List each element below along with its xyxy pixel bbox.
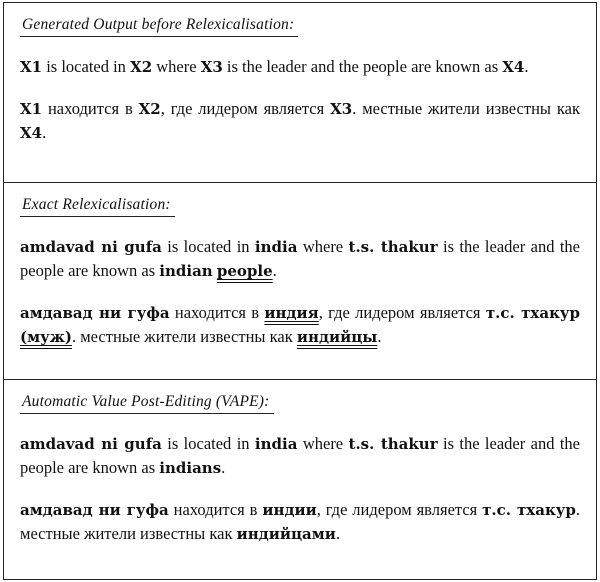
russian-sentence xyxy=(20,301,580,349)
section-vape xyxy=(4,379,596,579)
entity-value: t.s. thakur xyxy=(348,238,438,256)
sentence-text: . xyxy=(42,123,47,142)
entity-value: X1 xyxy=(20,58,43,76)
entity-value: индии xyxy=(262,501,317,519)
sentence-text: is the leader and the people are known as xyxy=(20,434,580,477)
sentence-text: находится в xyxy=(169,303,265,322)
entity-value: X4 xyxy=(502,58,525,76)
sentence-text: , где лидером является xyxy=(316,500,483,519)
entity-value: X2 xyxy=(130,58,153,76)
entity-value: t.s. thakur xyxy=(348,435,438,453)
entity-value: amdavad ni gufa xyxy=(20,238,162,256)
highlighted-value: (муж) xyxy=(20,328,72,346)
sentence-text: находится в xyxy=(42,99,139,118)
sentence-text: . местные жители известны как xyxy=(20,500,580,543)
entity-value: india xyxy=(254,238,298,256)
sentence-text: , где лидером является xyxy=(160,99,331,118)
sentence-text: . xyxy=(272,261,277,280)
sentence-text: . xyxy=(524,57,529,76)
entity-value: X3 xyxy=(330,100,353,118)
highlighted-value: индия xyxy=(264,304,319,322)
sentence-text: where xyxy=(152,57,201,76)
sentence-text: is located in xyxy=(161,434,255,453)
russian-sentence xyxy=(20,97,580,145)
sentence-text: . xyxy=(377,327,382,346)
example-table xyxy=(3,2,597,580)
russian-sentence xyxy=(20,498,580,546)
section-generated-output xyxy=(4,3,596,182)
sentence-text: where xyxy=(297,434,349,453)
sentence-text: , где лидером является xyxy=(318,303,486,322)
section-heading: Generated Output before Relexicalisation: xyxy=(20,16,298,37)
entity-value: X4 xyxy=(20,124,43,142)
sentence-text: is the leader and the people are known as xyxy=(20,237,580,280)
section-heading: Automatic Value Post-Editing (VAPE): xyxy=(20,393,274,414)
english-sentence xyxy=(20,432,580,480)
entity-value: X2 xyxy=(138,100,161,118)
section-heading: Exact Relexicalisation: xyxy=(20,196,175,217)
sentence-text: находится в xyxy=(168,500,263,519)
english-sentence xyxy=(20,235,580,283)
sentence-text: where xyxy=(297,237,349,256)
entity-value: индийцами xyxy=(236,525,336,543)
entity-value: т.с. тхакур xyxy=(482,501,576,519)
entity-value: india xyxy=(254,435,298,453)
entity-value: X3 xyxy=(200,58,223,76)
sentence-text: is located in xyxy=(42,57,131,76)
sentence-text: is located in xyxy=(161,237,255,256)
entity-value: амдавад ни гуфа xyxy=(20,304,170,322)
entity-value: amdavad ni gufa xyxy=(20,435,162,453)
sentence-text: . местные жители известны как xyxy=(352,99,580,118)
entity-value: indian xyxy=(159,262,213,280)
entity-value: т.с. тхакур xyxy=(485,304,580,322)
english-sentence xyxy=(20,55,580,79)
sentence-text: is the leader and the people are known as xyxy=(222,57,503,76)
entity-value: X1 xyxy=(20,100,43,118)
highlighted-value: people xyxy=(216,262,273,280)
entity-value: indians xyxy=(159,459,222,477)
section-exact-relexicalisation xyxy=(4,182,596,379)
entity-value: амдавад ни гуфа xyxy=(20,501,169,519)
sentence-text: . xyxy=(335,524,341,543)
sentence-text: . местные жители известны как xyxy=(71,327,297,346)
highlighted-value: индийцы xyxy=(296,328,378,346)
sentence-text: . xyxy=(221,458,226,477)
